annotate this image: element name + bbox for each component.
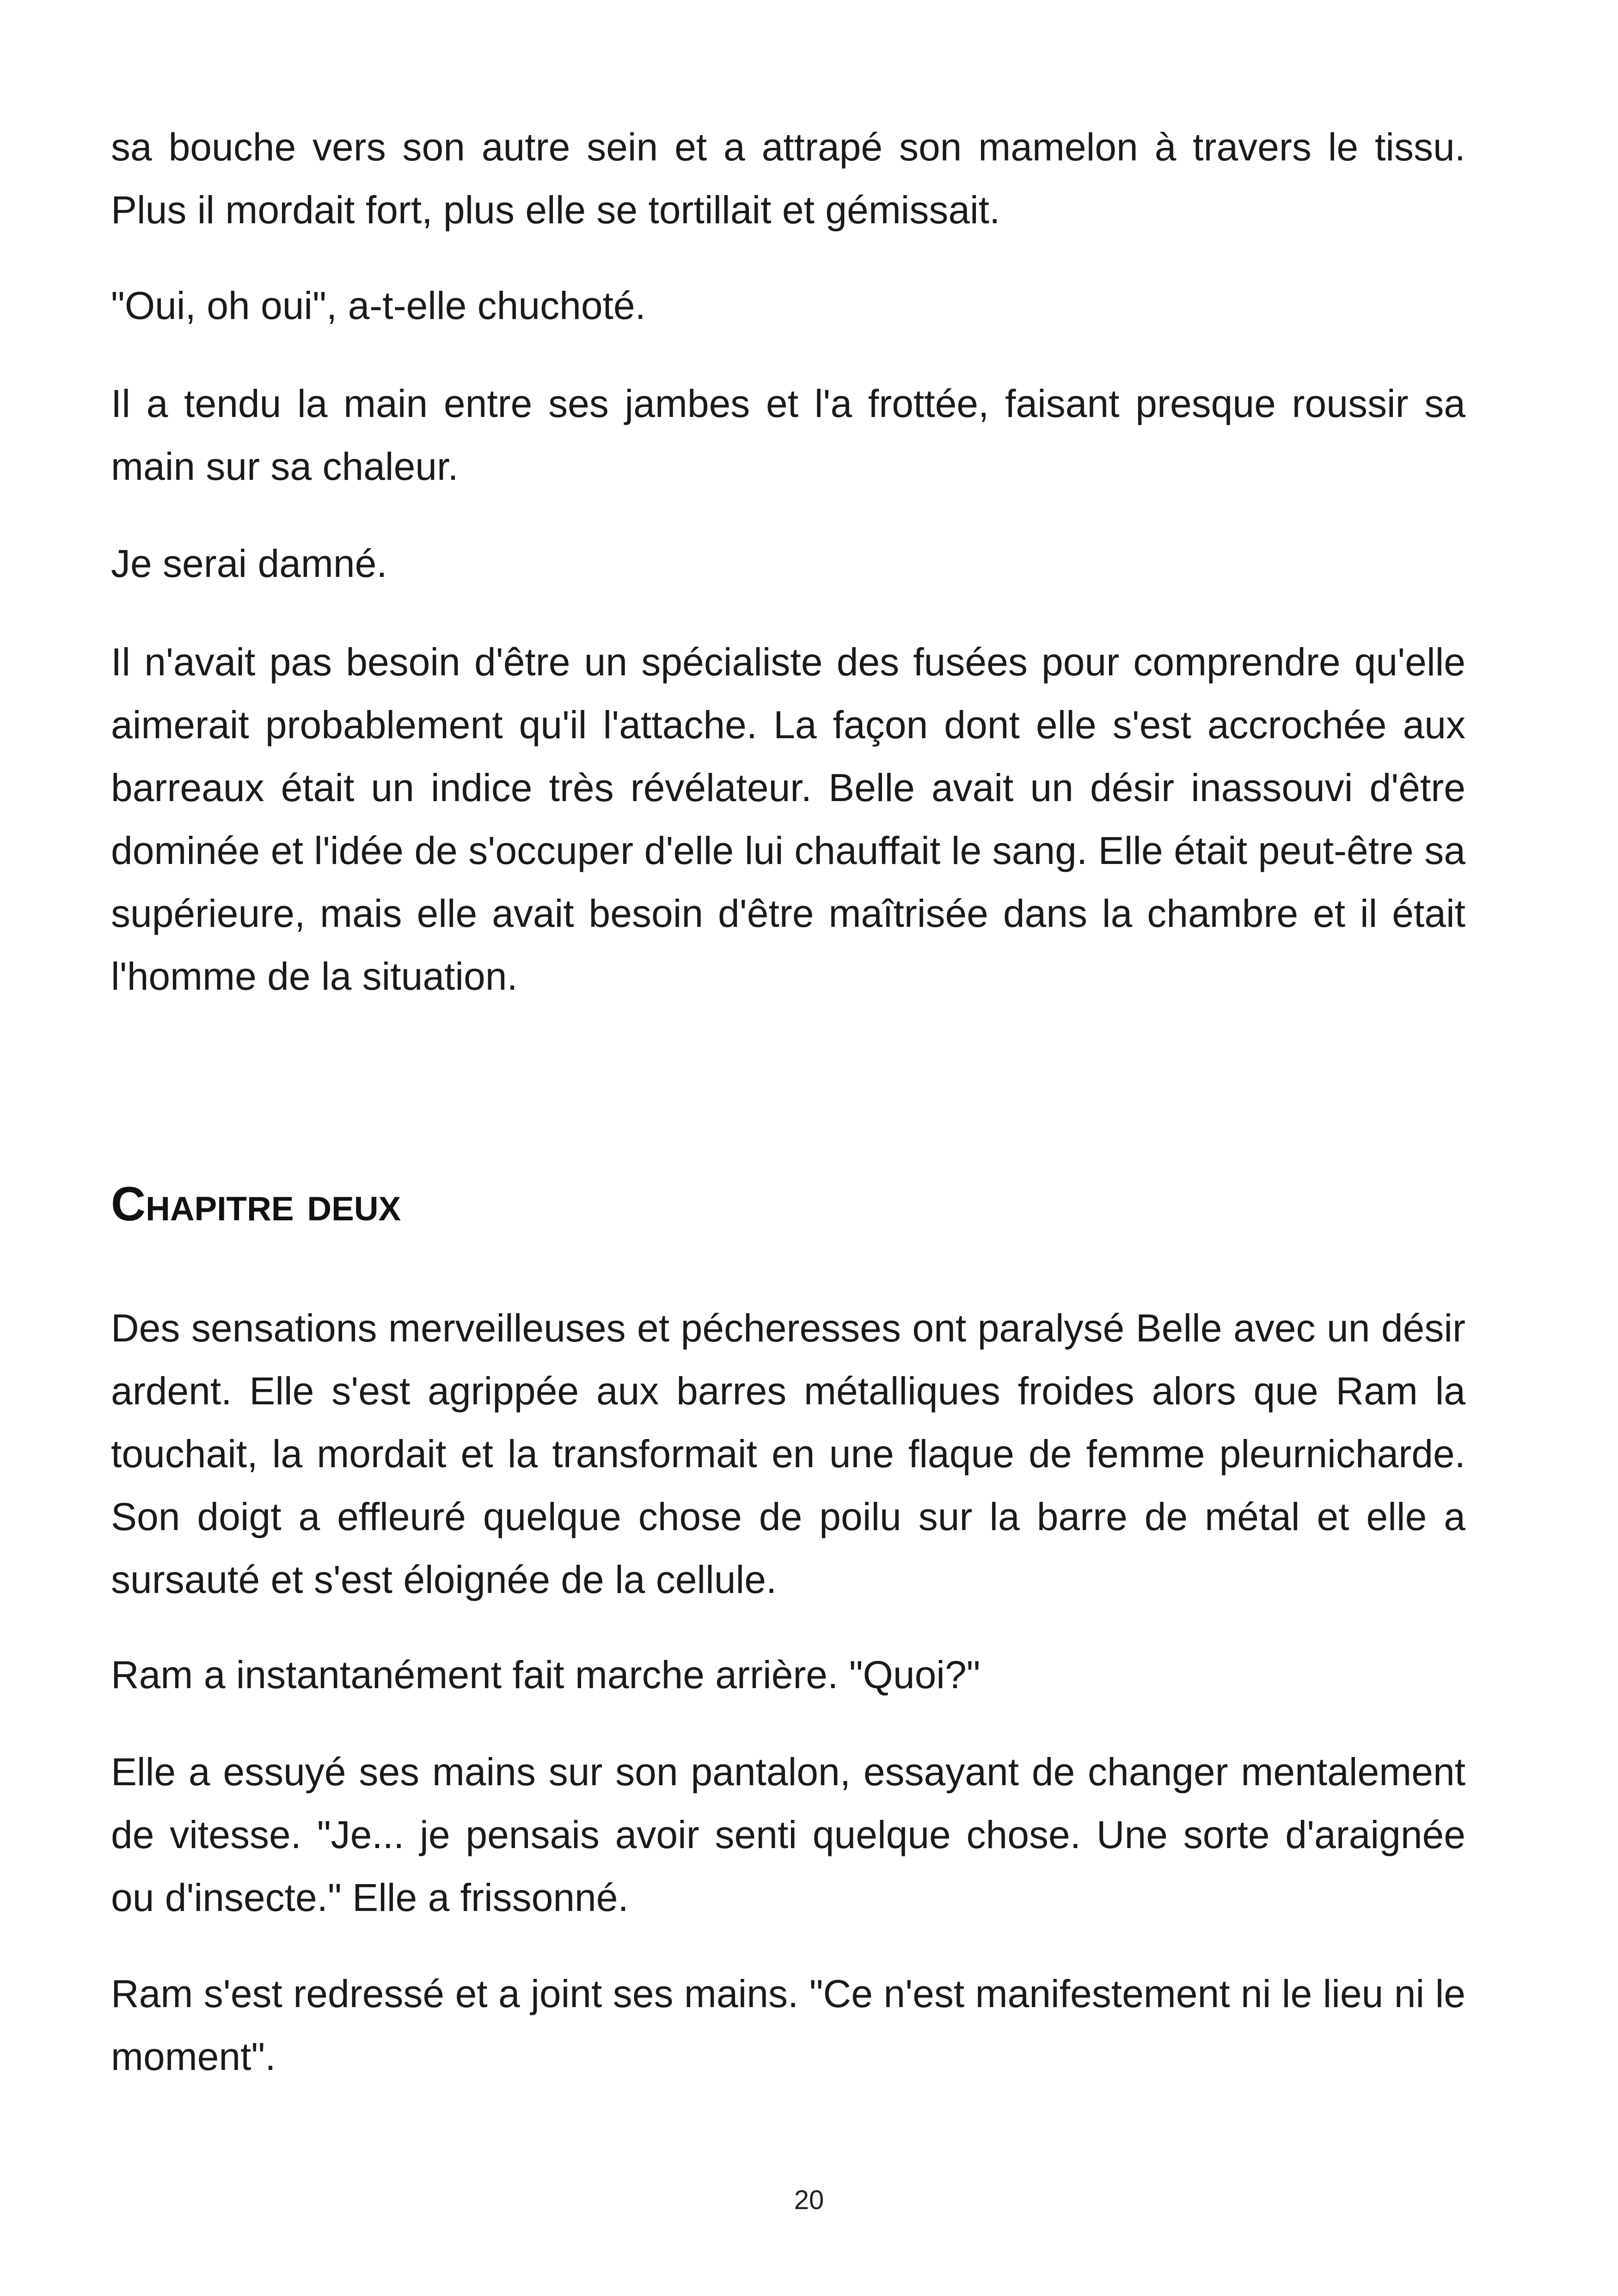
page-number: 20	[794, 2185, 824, 2215]
paragraph-whisper: "Oui, oh oui", a-t-elle chuchoté.	[111, 284, 646, 327]
paragraph-essuye: Elle a essuyé ses mains sur son pantalon, essayant de changer mentalement de vitesse. "Je... je pensais avoir senti quelque chose. Une sorte d'araignée ou d'insecte." Elle a frissonné.	[111, 1750, 1465, 1919]
paragraph-rocket-scientist: Il n'avait pas besoin d'être un spécialiste des fusées pour comprendre qu'elle aimerait probablement qu'il l'attache. La façon dont elle s'est accrochée aux barreaux était un indice très révélateur. Belle avait un désir inassouvi d'être dominée et l'idée de s'occuper d'elle lui chauffait le sang. Elle était peut-être sa supérieure, mais elle avait besoin d'être maîtrisée dans la chambre et il était l'homme de la situation.	[111, 640, 1465, 998]
paragraph-sensations: Des sensations merveilleuses et pécheresses ont paralysé Belle avec un désir ardent. Elle s'est agrippée aux barres métalliques froides alors que Ram la touchait, la mordait et la transformait en une flaque de femme pleurnicharde. Son doigt a effleuré quelque chose de poilu sur la barre de métal et elle a sursauté et s'est éloignée de la cellule.	[111, 1306, 1465, 1601]
paragraph-continuation: sa bouche vers son autre sein et a attrapé son mamelon à travers le tissu. Plus il mordait fort, plus elle se tortillait et gémissait.	[111, 125, 1465, 232]
paragraph-redresse: Ram s'est redressé et a joint ses mains. "Ce n'est manifestement ni le lieu ni le moment".	[111, 1972, 1465, 2078]
paragraph-hand: Il a tendu la main entre ses jambes et l'a frottée, faisant presque roussir sa main sur sa chaleur.	[111, 382, 1465, 488]
chapter-heading: Chapitre deux	[111, 1177, 401, 1231]
paragraph-quoi: Ram a instantanément fait marche arrière. "Quoi?"	[111, 1653, 981, 1696]
paragraph-damned: Je serai damné.	[111, 542, 387, 585]
